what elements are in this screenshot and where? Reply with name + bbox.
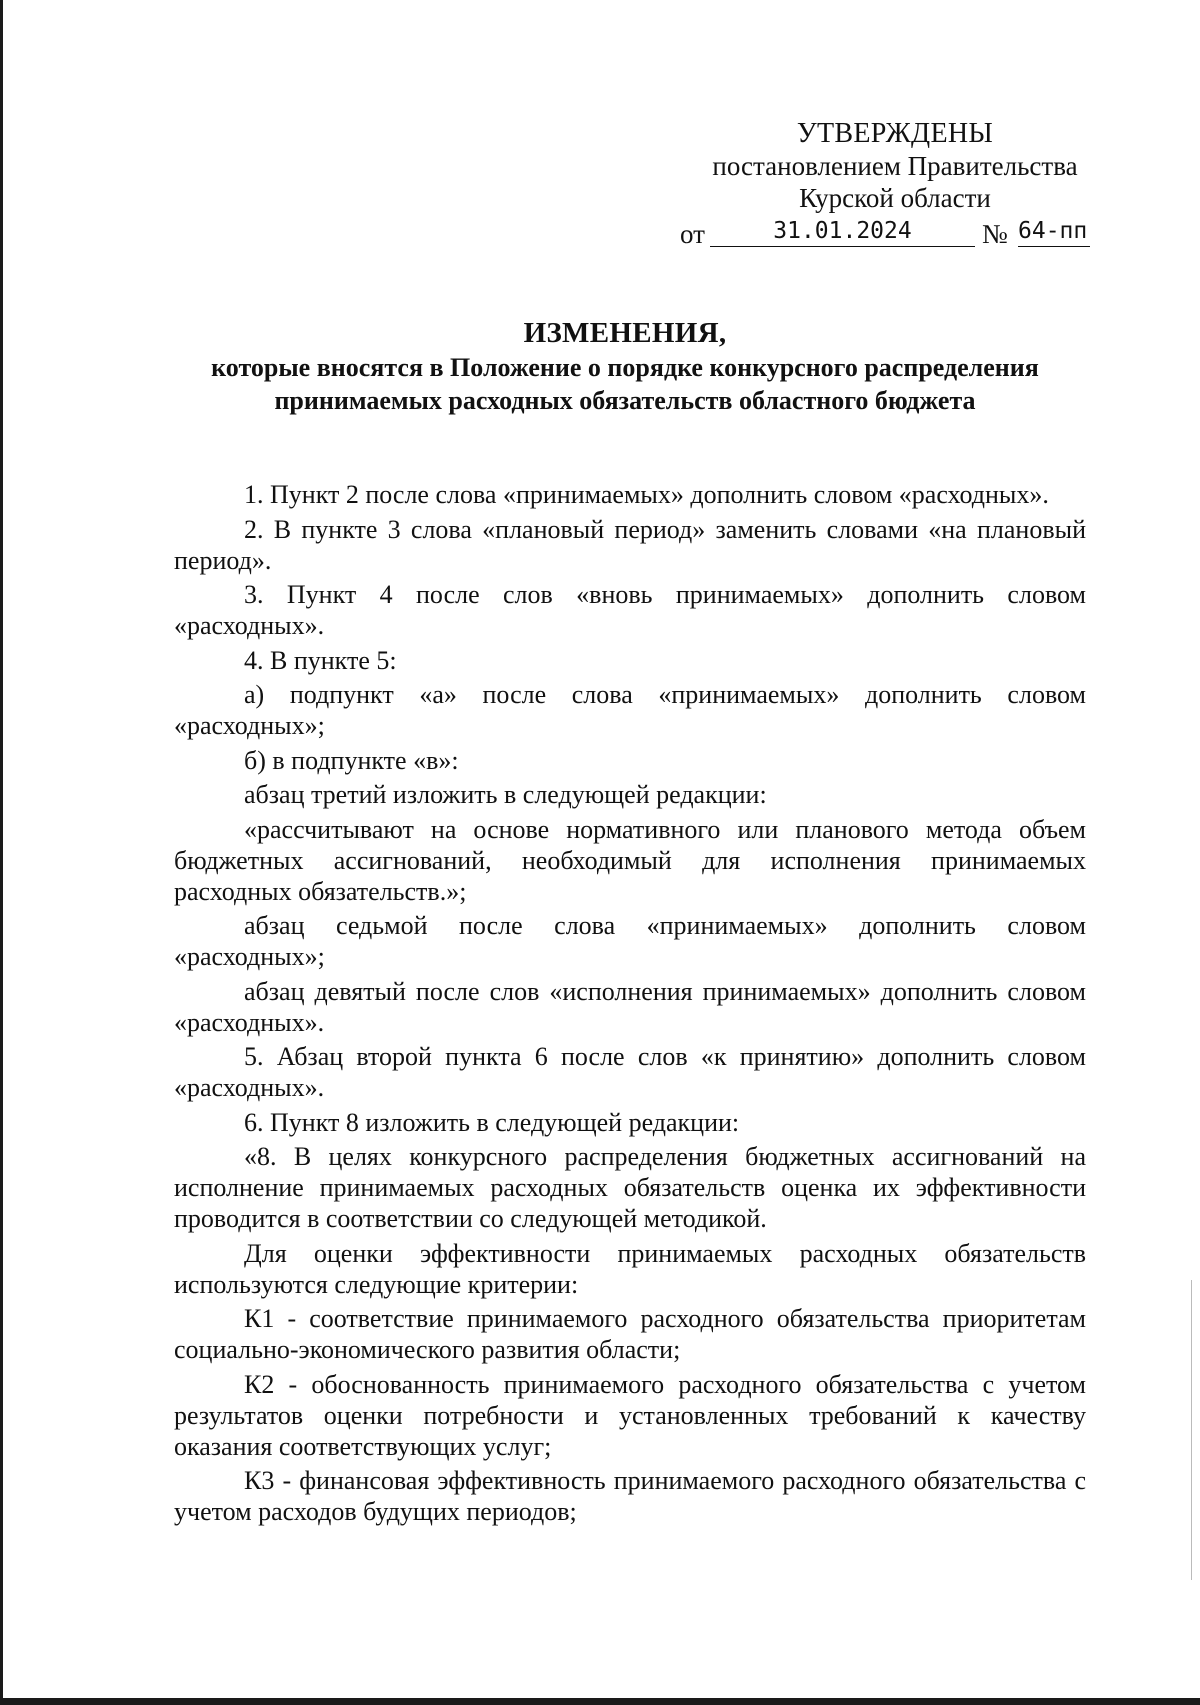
approval-line-2: Курской области [799,183,991,213]
paragraph: К3 - финансовая эффективность принимаемого расходного обязательства с учетом расходов будущих периодов; [174,1466,1086,1526]
document-title: ИЗМЕНЕНИЯ, [523,317,727,349]
number-label: № [982,219,1008,249]
date-prefix: от [680,219,705,249]
paragraph: а) подпункт «а» после слова «принимаемых» дополнить словом «расходных»; [174,680,1086,740]
paragraph: 1. Пункт 2 после слова «принимаемых» дополнить словом «расходных». [244,480,1049,509]
scan-artifact-right [1191,1280,1192,1580]
paragraph: 2. В пункте 3 слова «плановый период» заменить словами «на плановый период». [174,514,1086,575]
paragraph: К1 - соответствие принимаемого расходного обязательства приоритетам социально-экономического развития области; [174,1304,1086,1364]
paragraph: б) в подпункте «в»: [244,745,459,775]
approval-line-1: постановлением Правительства [712,151,1078,181]
paragraph: абзац седьмой после слова «принимаемых» дополнить словом «расходных»; [174,911,1086,971]
paragraph: 5. Абзац второй пункта 6 после слов «к принятию» дополнить словом «расходных». [174,1042,1086,1102]
scan-border-left [0,0,3,1705]
paragraph: К2 - обоснованность принимаемого расходного обязательства с учетом результатов оценки потребности и установленных требований к качеству оказания соответствующих услуг; [174,1369,1086,1461]
paragraph: 4. В пункте 5: [244,645,397,675]
paragraph: «8. В целях конкурсного распределения бюджетных ассигнований на исполнение принимаемых расходных обязательств оценка их эффективности проводится в соответствии со следующей методикой. [174,1142,1086,1233]
approval-title: УТВЕРЖДЕНЫ [796,118,994,149]
scan-border-bottom [0,1698,1200,1705]
approval-number: 64-пп [1018,216,1090,247]
approval-date-number-line [680,216,1090,250]
approval-date: 31.01.2024 [710,216,975,247]
document-subtitle-line-1: которые вносятся в Положение о порядке конкурсного распределения [211,353,1039,382]
approval-stamp-block [680,118,1090,250]
document-heading [160,315,1090,417]
paragraph: Для оценки эффективности принимаемых расходных обязательств используются следующие критерии: [174,1238,1086,1299]
paragraph: 6. Пункт 8 изложить в следующей редакции: [244,1107,740,1137]
document-subtitle-line-2: принимаемых расходных обязательств областного бюджета [274,386,976,415]
document-body [174,479,1086,1531]
paragraph: «рассчитывают на основе нормативного или планового метода объем бюджетных ассигнований, необходимый для исполнения принимаемых расходных обязательств.»; [174,814,1086,906]
paragraph: 3. Пункт 4 после слов «вновь принимаемых» дополнить словом «расходных». [174,580,1086,640]
paragraph: абзац девятый после слов «исполнения принимаемых» дополнить словом «расходных». [174,976,1086,1037]
paragraph: абзац третий изложить в следующей редакции: [244,780,767,809]
